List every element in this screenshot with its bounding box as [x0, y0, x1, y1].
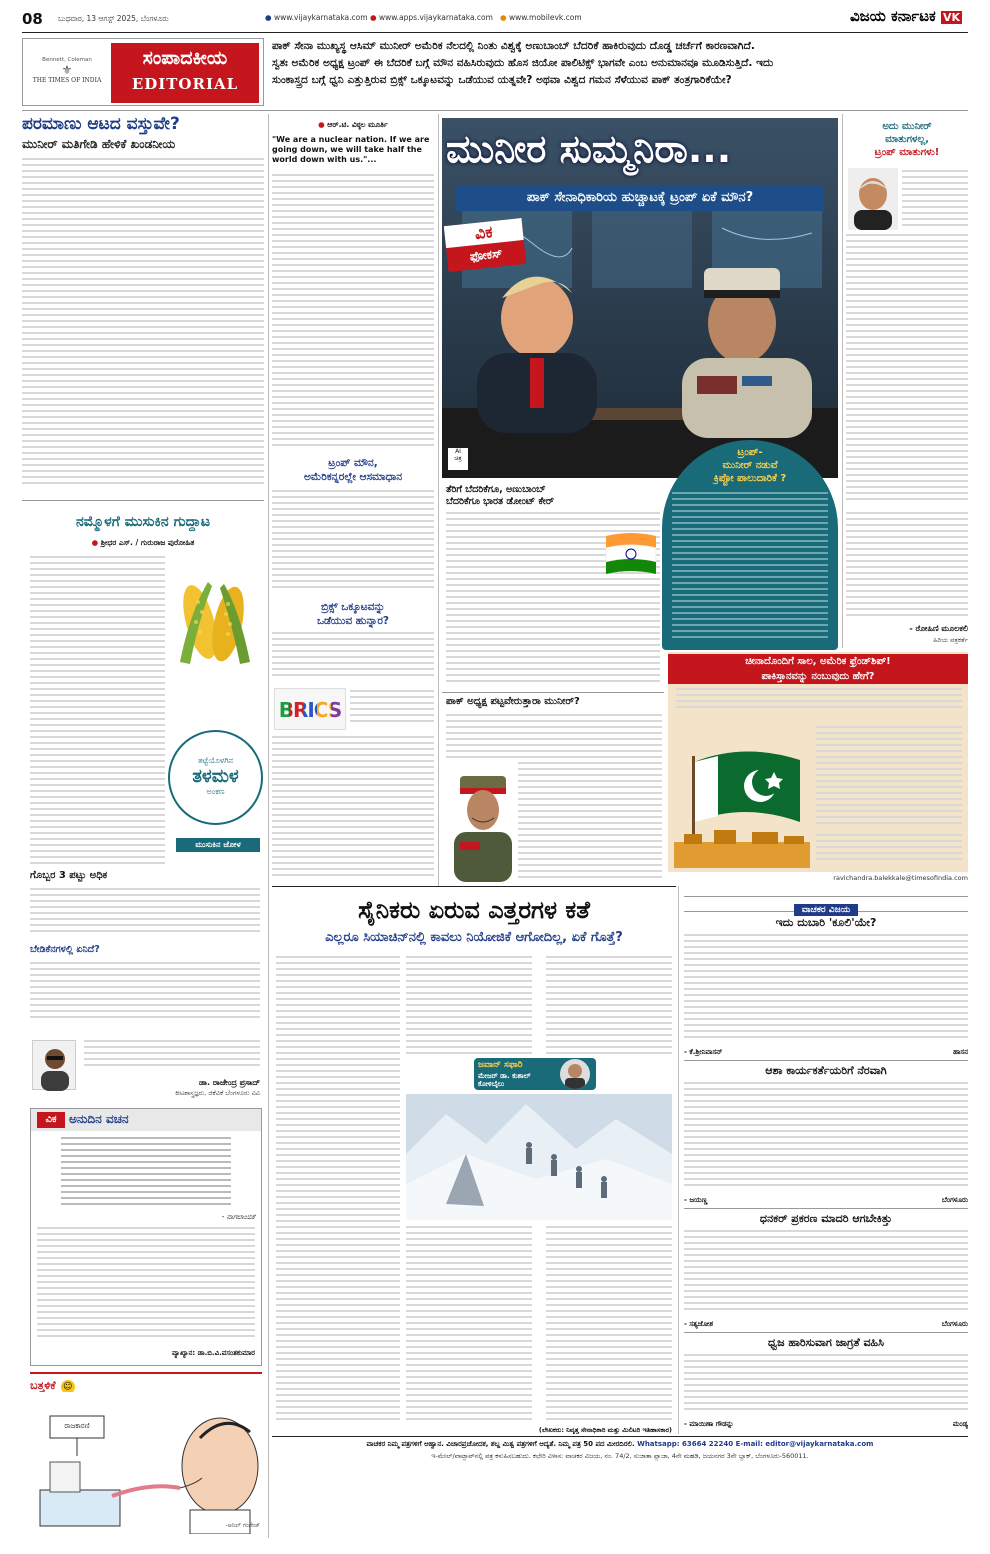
gobbar-body	[30, 888, 260, 938]
letter2-signature: - ಜಯಣ್ಣ ಬೆಂಗಳೂರು	[684, 1196, 968, 1204]
author-name: ಡಾ. ರಾಜೇಂದ್ರ ಪ್ರಸಾದ್	[199, 1078, 260, 1087]
vachana-tag: ವಿಕ	[37, 1112, 65, 1128]
right-author: - ರೋಹಿಣಿ ಮೂಲಕಲಿ	[909, 624, 968, 633]
article-body-4	[350, 690, 434, 730]
article-byline: ● ಆರ್.ಟಿ. ವಿಠ್ಠಲ ಮೂರ್ತಿ	[318, 120, 388, 129]
china-body-bottom	[816, 834, 962, 868]
letter3-body	[684, 1230, 968, 1318]
letter4-signature: - ಮಾಯಿಣಾ ಗೌಡನ್ನು ಮಂಡ್ಯ	[684, 1420, 968, 1428]
bullet-icon: ●	[318, 120, 325, 129]
talamala-badge	[168, 730, 263, 825]
right-title: ಅದು ಮುನೀರ್ ಮಾತುಗಳಲ್ಲ, ಟ್ರಂಪ್ ಮಾತುಗಳು!	[874, 121, 940, 158]
mukusina-body	[30, 556, 165, 868]
article-body-5	[272, 736, 434, 882]
editorial-body	[22, 158, 264, 494]
main-photo	[442, 118, 838, 478]
rohini-photo	[848, 168, 898, 230]
mukusina-title: ನಮ್ಮೊಳಗೆ ಮುಸುಕಿನ ಗುದ್ದಾಟ	[75, 514, 211, 530]
app-icon: ●	[370, 13, 377, 22]
footer-line2: ಇ-ಮೇಲ್/ವಾಟ್ಸಾಪ್‌ನಲ್ಲಿ ಪತ್ರ ಕಳುಹಿಸಬಹುದು. ಕಛೇರಿ ವಿಳಾಸ: ವಾಚಕರ ವಿಜಯ, ನಂ. 74/2, ಸುಜಾತಾ ಪ್ಲಾಜಾ, 4ನೇ ಮಹಡಿ, ಜಯನಗರ 3ನೇ ಬ್ಲಾಕ್, ಬೆಂಗಳೂರು-560011.	[431, 1452, 809, 1460]
toi-name: THE TIMES OF INDIA	[32, 77, 102, 84]
right-author-role: ಹಿರಿಯ ಪತ್ರಕರ್ತೆ	[933, 636, 968, 644]
letter1-title: ಇದು ದುಬಾರಿ 'ಕೂಲಿ'ಯೇ?	[775, 916, 877, 929]
editorial-label: ಸಂಪಾದಕೀಯ EDITORIAL	[111, 43, 259, 103]
letter2-title: ಆಶಾ ಕಾರ್ಯಕರ್ತೆಯರಿಗೆ ನೆರವಾಗಿ	[765, 1064, 887, 1077]
readers-label-bar	[684, 896, 968, 915]
bullet-icon: ●	[91, 538, 99, 547]
column-author: ಮೇಜರ್ ಡಾ. ಕುಶಾಲ್ ಕೋಳಿಬೈಲು	[478, 1072, 531, 1088]
soldiers-col3-top	[546, 956, 672, 1056]
smile-icon: ☺	[61, 1380, 75, 1394]
soldiers-col2-bottom	[406, 1226, 532, 1424]
siachen-photo	[406, 1094, 672, 1220]
main-subhead: ಪಾಕ್ ಸೇನಾಧಿಕಾರಿಯ ಹುಚ್ಚಾಟಕ್ಕೆ ಟ್ರಂಪ್ ಏಕೆ ಮೌನ?	[456, 185, 824, 211]
vachana-title: ಅನುದಿನ ವಚನ	[69, 1112, 129, 1126]
letter4-title: ಧ್ವಜ ಹಾರಿಸುವಾಗ ಜಾಗ್ರತೆ ವಹಿಸಿ	[768, 1336, 884, 1349]
china-intro	[676, 688, 962, 722]
article-body-1	[272, 174, 434, 450]
vachana-commentary: ವ್ಯಾಖ್ಯಾನ: ಡಾ.ಬಿ.ವಿ.ವಸಂತಕುಮಾರ	[172, 1349, 255, 1357]
vika-focus-tag: ವಿಕ ಫೋಕಸ್	[444, 218, 526, 272]
soldiers-col3-bottom	[546, 1226, 672, 1424]
letter4-body	[684, 1354, 968, 1418]
publisher-mark: Bennett, Coleman	[42, 57, 92, 63]
author-photo	[32, 1040, 76, 1090]
soldiers-subhead: ಎಲ್ಲರೂ ಸಿಯಾಚಿನ್‌ನಲ್ಲಿ ಕಾವಲು ನಿಯೋಜಿಕೆ ಆಗೋದಿಲ್ಲ, ಏಕೆ ಗೊತ್ತೆ?	[325, 930, 623, 945]
author-note	[84, 1040, 260, 1074]
page-number: 08	[22, 10, 43, 28]
sub-trump-silence: ಟ್ರಂಪ್ ಮೌನ, ಅಮೆರಿಕನ್ನರಲ್ಲೇ ಆಸಮಾಧಾನ	[303, 457, 403, 483]
pakistan-flag-image	[674, 722, 810, 868]
editorial-title: ಪರಮಾಣು ಆಟದ ವಸ್ತುವೇ?	[22, 114, 180, 134]
cartoon-header	[30, 1372, 262, 1390]
vachana-box	[30, 1108, 262, 1366]
vachana-explanation	[37, 1227, 255, 1345]
cartoon-sign: ರಾಜಕಾರಣಿ	[64, 1422, 90, 1430]
editorial-intro: ಪಾಕ್ ಸೇನಾ ಮುಖ್ಯಸ್ಥ ಆಸಿಮ್ ಮುನೀರ್ ಅಮೆರಿಕ ನೆಲದಲ್ಲಿ ನಿಂತು ವಿಶ್ವಕ್ಕೆ ಅಣುಬಾಂಬ್ ಬೆದರಿಕೆ ಹಾಕಿರುವುದು ದೊಡ್ಡ ಚರ್ಚೆಗೆ ಕಾರಣವಾಗಿದೆ. ಸ್ವತಃ ಅಮೆರಿಕ ಅಧ್ಯಕ್ಷ ಟ್ರಂಪ್ ಈ ಬೆದರಿಕೆ ಬಗ್ಗೆ ಮೌನ ವಹಿಸಿರುವುದು ಹೊಸ ಜಿಯೋ ಪಾಲಿಟಿಕ್ಸ್ ಭಾಗವೇ ಎಂಬ ಅನುಮಾನವೂ ಮೂಡಿಸುತ್ತಿದೆ. ಇದು ಸುಂಕಾಸ್ತ್ರದ ಬಗ್ಗೆ ಧ್ವನಿ ಎತ್ತುತ್ತಿರುವ ಬ್ರಿಕ್ಸ್ ಒಕ್ಕೂಟವನ್ನು ಒಡೆಯುವ ಯತ್ನವೇ? ಅಥವಾ ವಿಶ್ವದ ಗಮನ ಸೆಳೆಯುವ ಪಾಕ್ ತಂತ್ರಗಾರಿಕೆಯೇ?	[272, 40, 774, 86]
vachana-poem	[61, 1137, 231, 1213]
ai-tag: AI ಚಿತ್ರ	[448, 448, 468, 470]
china-title: ಚೀನಾದೊಂದಿಗೆ ಸಾಲ, ಅಮೆರಿಕ ಫ್ರೆಂಡ್‌ಶಿಪ್! ಪಾಕಿಸ್ತಾನವನ್ನು ನಂಬುವುದು ಹೇಗೆ?	[668, 654, 968, 684]
right-body-2	[846, 512, 968, 620]
mobile-icon: ●	[500, 13, 507, 22]
javan-safari-badge	[474, 1058, 596, 1090]
emblem-icon: ⚜	[61, 63, 73, 77]
author-role: ಕೀಟಶಾಸ್ತ್ರಜ್ಞರು, ಜಿಕೆವಿಕೆ ಬೆಂಗಳೂರು ವಿವಿ	[175, 1089, 260, 1097]
soldiers-col2-top	[406, 956, 532, 1056]
page-header	[0, 0, 990, 32]
china-box	[668, 652, 968, 872]
article-body-2	[272, 490, 434, 594]
badge-main: ತಳಮಳ	[192, 766, 239, 787]
cartoon-image	[30, 1392, 262, 1534]
crypto-title: ಟ್ರಂಪ್- ಮುನೀರ್ ನಡುವೆ ಕ್ರಿಪ್ಟೋ ಪಾಲುದಾರಿಕೆ ?	[713, 447, 787, 484]
footer-line1: ವಾಚಕರ ನಿಮ್ಮ ಪತ್ರಗಳಿಗೆ ಆಹ್ವಾನ. ವಿಚಾರಪ್ರಚೋದಕ, ಶಬ್ದ ಮಿತ್ವ ಪತ್ರಗಳಿಗೆ ಆದ್ಯತೆ. ನಿಮ್ಮ ಪತ್ರ 50 ಪದ ಮೀರದಿರಲಿ. Whatsapp: 63664 22240 E-mail: editor@vijaykarnataka.com	[366, 1440, 874, 1448]
soldiers-headline: ಸೈನಿಕರು ಏರುವ ಎತ್ತರಗಳ ಕತೆ	[358, 896, 590, 924]
date-line: ಬುಧವಾರ, 13 ಆಗಸ್ಟ್ 2025, ಬೆಂಗಳೂರು	[58, 14, 169, 23]
badge-bottom: ಅಂಕಣ	[206, 787, 225, 796]
pak-pres-title: ಪಾಕ್ ಅಧ್ಯಕ್ಷ ಪಟ್ಟವೇರುತ್ತಾರಾ ಮುನೀರ್?	[446, 696, 580, 707]
kushal-photo	[560, 1059, 590, 1089]
crypto-body	[672, 492, 828, 642]
china-body-right	[816, 726, 962, 830]
brand-logo: ವಿಜಯ ಕರ್ನಾಟಕ VK	[850, 7, 961, 25]
globe-icon: ●	[265, 13, 272, 22]
cartoon-label: ಬತ್ತಳಿಕೆ	[30, 1379, 56, 1392]
india-flag	[604, 530, 658, 580]
letter1-signature: - ಕೆ.ಶ್ರೀನಿವಾಸನ್ ಹಾಸನ	[684, 1048, 968, 1056]
brics-logo: BRICS	[274, 688, 346, 730]
cartoon-credit: -ಅನಿಲ್ ಗಂಗೇಜ್	[225, 1522, 260, 1529]
vachana-author: - ನಾಗಲಾಂಬಿಕೆ	[221, 1213, 255, 1221]
main-headline: ಮುನೀರ ಸುಮ್ಮನಿರಾ...	[446, 127, 732, 171]
link-apps[interactable]: ● www.apps.vijaykarnataka.com	[370, 13, 493, 22]
right-body-top	[902, 170, 968, 230]
soldiers-col1	[276, 956, 400, 1424]
column-name: ಜವಾನ್ ಸಫಾರಿ	[478, 1060, 523, 1070]
link-web[interactable]: ● www.vijaykarnataka.com	[265, 13, 368, 22]
letter3-signature: - ಸತ್ಯಜೋಶ ಬೆಂಗಳೂರು	[684, 1320, 968, 1328]
crypto-box	[662, 440, 838, 650]
article-body-3	[272, 632, 434, 684]
munir-photo	[446, 762, 518, 882]
right-body	[846, 234, 968, 506]
corn-image	[170, 572, 260, 667]
letter2-body	[684, 1082, 968, 1192]
letter3-title: ಧನಕರ್ ಪ್ರಕರಣ ಮಾದರಿ ಆಗಬೇಕಿತ್ತು	[759, 1212, 893, 1225]
toi-logo	[27, 57, 107, 97]
gobbar-title: ಗೊಬ್ಬರ 3 ಪಟ್ಟು ಅಧಿಕ	[30, 870, 108, 881]
soldiers-footnote: (ಲೇಖಕರು: ನಿವೃತ್ತ ಸೇನಾಧಿಕಾರಿ ಮತ್ತು ಮಿಲಿಟರಿ ಇತಿಹಾಸಕಾರ)	[538, 1426, 672, 1434]
bejike-body	[30, 962, 260, 1022]
vachana-header	[31, 1109, 261, 1131]
link-mobile[interactable]: ● www.mobilevk.com	[500, 13, 582, 22]
sub-brics: ಬ್ರಿಕ್ಸ್ ಒಕ್ಕೂಟವನ್ನು ಒಡೆಯುವ ಹುನ್ನಾರ?	[316, 601, 390, 627]
quote: "We are a nuclear nation. If we are going down, we will take half the world down with us."...	[272, 135, 430, 164]
columnist-tag: ಮುಸುಕಿನ ಜೋಳ	[176, 838, 260, 852]
china-email[interactable]: ravichandra.balekkale@timesofindia.com	[833, 874, 968, 882]
footer-contact[interactable]: Whatsapp: 63664 22240 E-mail: editor@vijaykarnataka.com	[637, 1440, 874, 1448]
editorial-subtitle: ಮುನೀರ್ ಮತಿಗೇಡಿ ಹೇಳಿಕೆ ಖಂಡನೀಯ	[22, 137, 176, 151]
readers-label: ವಾಚಕರ ವಿಜಯ	[794, 904, 859, 916]
bejike-title: ಬೇಡಿಕೆನಗಳಲ್ಲಿ ಏನಿದೆ?	[30, 944, 100, 955]
badge-top: ತಟ್ಟೆಯೊಳಗಿನ	[197, 756, 234, 765]
mukusina-byline: ● ಶ್ರೀಧರ ಎಸ್. / ಗುರುರಾಜ ಪುರೋಹಿತ	[91, 538, 195, 547]
letter1-body	[684, 934, 968, 1044]
brand-tag: VK	[942, 11, 961, 24]
editorial-masthead	[22, 38, 264, 106]
india-title: ತೆರಿಗೆ ಬೆದರಿಕೆಗೂ, ಅಣುಬಾಂಬ್ ಬೆದರಿಕೆಗೂ ಭಾರತ ಡೋಂಟ್ ಕೇರ್	[446, 484, 554, 507]
